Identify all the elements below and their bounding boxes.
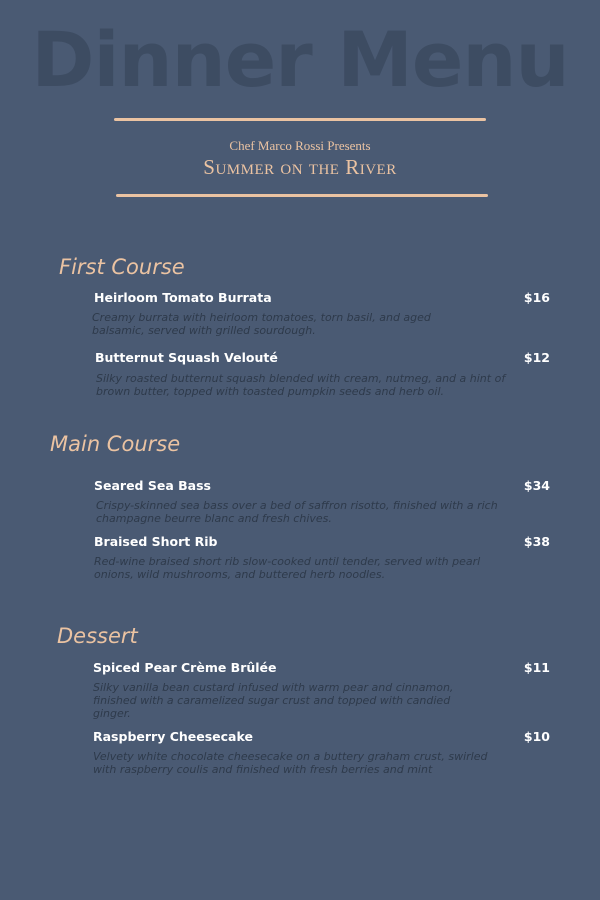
item-desc-spiced-pear-creme-brulee: Silky vanilla bean custard infused with warm pear and cinnamon, finished with a caramelized sugar crust and topped with candied ginger.: [93, 681, 454, 720]
section-title-first-course: First Course: [59, 255, 185, 279]
item-name-butternut-squash-veloute: Butternut Squash Velouté: [95, 350, 278, 365]
menu-subtitle: Summer on the River: [203, 155, 397, 179]
item-name-seared-sea-bass: Seared Sea Bass: [94, 478, 211, 493]
item-name-braised-short-rib: Braised Short Rib: [94, 534, 218, 549]
header-rule-bottom: [116, 194, 488, 197]
item-desc-heirloom-tomato-burrata: Creamy burrata with heirloom tomatoes, torn basil, and aged balsamic, served with grilled sourdough.: [92, 311, 431, 337]
section-title-main-course: Main Course: [50, 432, 181, 456]
item-price-seared-sea-bass: $34: [523, 478, 550, 493]
item-desc-raspberry-cheesecake: Velvety white chocolate cheesecake on a buttery graham crust, swirled with raspberry coulis and finished with fresh berries and mint: [93, 750, 488, 776]
item-desc-seared-sea-bass: Crispy-skinned sea bass over a bed of saffron risotto, finished with a rich champagne beurre blanc and fresh chives.: [96, 499, 498, 525]
item-price-heirloom-tomato-burrata: $16: [523, 290, 550, 305]
item-desc-butternut-squash-veloute: Silky roasted butternut squash blended with cream, nutmeg, and a hint of brown butter, topped with toasted pumpkin seeds and herb oil.: [96, 372, 506, 398]
item-price-butternut-squash-veloute: $12: [523, 350, 550, 365]
item-name-heirloom-tomato-burrata: Heirloom Tomato Burrata: [94, 290, 272, 305]
item-price-braised-short-rib: $38: [523, 534, 550, 549]
chef-presents: Chef Marco Rossi Presents: [229, 138, 371, 153]
item-price-spiced-pear-creme-brulee: $11: [523, 660, 550, 675]
item-name-spiced-pear-creme-brulee: Spiced Pear Crème Brûlée: [93, 660, 277, 675]
page-title: Dinner Menu: [31, 15, 569, 104]
header-rule-top: [114, 118, 486, 121]
item-name-raspberry-cheesecake: Raspberry Cheesecake: [93, 729, 253, 744]
section-title-dessert: Dessert: [57, 624, 138, 648]
item-desc-braised-short-rib: Red-wine braised short rib slow-cooked until tender, served with pearl onions, wild mushrooms, and buttered herb noodles.: [94, 555, 481, 581]
item-price-raspberry-cheesecake: $10: [523, 729, 550, 744]
